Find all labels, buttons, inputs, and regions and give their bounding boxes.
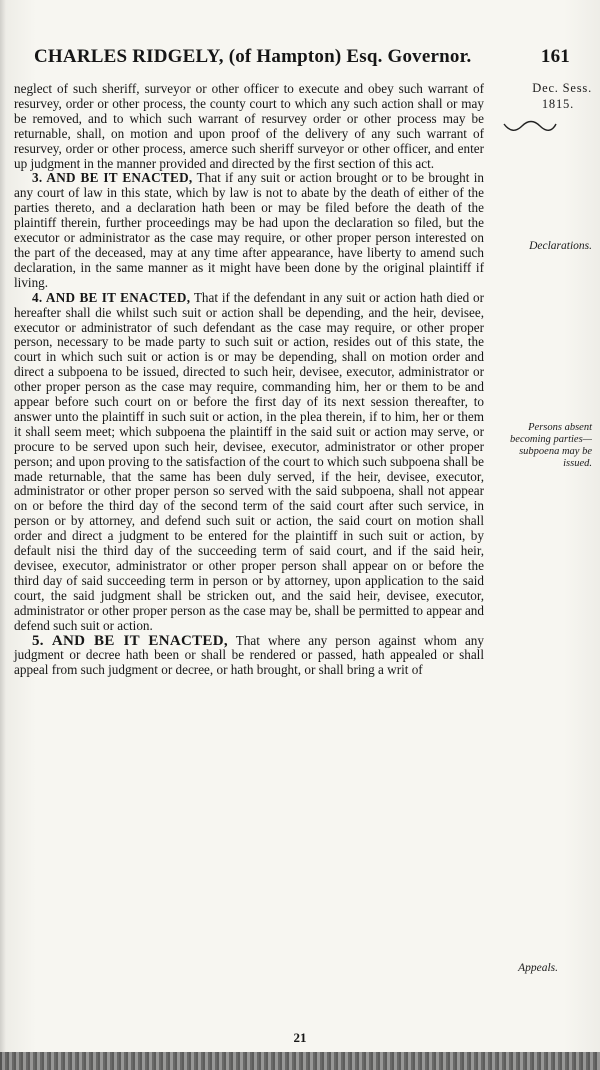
margin-note-appeals: Appeals.	[518, 962, 558, 974]
header-title: CHARLES RIDGELY, (of Hampton) Esq. Governor.	[34, 46, 472, 67]
session-label: Dec. Sess.	[532, 81, 592, 95]
margin-note-session	[490, 80, 592, 112]
section-3	[14, 171, 484, 290]
session-year: 1815.	[541, 97, 574, 111]
page-number: 161	[540, 46, 570, 67]
running-header	[34, 46, 574, 72]
margin-note-declarations: Declarations.	[529, 240, 592, 252]
paragraph-continuation: neglect of such sheriff, surveyor or other officer to execute and obey such warrant of resurvey, order or other process, the county court to which any such action shall or may be removed, and to which such warrant of resurvey order or other process may be returnable, shall, on motion and upon proof of the delivery of any such warrant of resurvey, order or other process, amerce such sheriff surveyor or other officer, and enter up judgment in the manner provided and directed by the first section of this act.	[14, 81, 484, 171]
scan-bottom-edge	[0, 1052, 600, 1070]
page-gutter-shadow	[0, 0, 6, 1070]
section-5-text: That where any person against whom any judgment or decree hath been or shall be rendered or passed, hath appealed or shall appeal from such judgment or decree, or hath brought, or shall bring a writ of	[14, 632, 484, 678]
section-5	[14, 634, 484, 679]
section-4	[14, 291, 484, 634]
section-3-heading: 3. AND BE IT ENACTED,	[32, 170, 193, 186]
margin-note-persons-absent: Persons absent becoming parties—subpoena may be issued.	[510, 422, 592, 469]
section-3-text: That if any suit or action brought or to be brought in any court of law in this state, which by law is not to abate by the death of either of the parties thereto, and a declaration hath been or may be filed before the death of the plaintiff therein, further proceedings may be had upon the declaration so filed, but the executor or administrator as the case may require, or other proper person interested on the part of the deceased, may at any time after appearance, have liberty to amend such declaration, in the same manner as it might have been done by the original plaintiff if living.	[14, 170, 484, 290]
body-text	[14, 82, 484, 678]
flourish-ornament	[500, 120, 560, 134]
signature-mark: 21	[293, 1030, 307, 1045]
section-4-text: That if the defendant in any suit or action hath died or hereafter shall die whilst such suit or action shall be depending, and the heir, devisee, executor or administrator of such defendant as the case may require, or other proper person, necessary to be made party to such suit or action, resides out of this state, the court in which such suit or action is or may be depending, shall on motion order and direct a subpoena to be issued, directed to such heir, devisee, executor, administrator or other proper person as the case may require, commanding him, her or them to be and appear before such court on or before the first day of its next session thereafter, to answer unto the plaintiff in such suit or action, in the plea therein, if to him, her or them it shall seem meet; which subpoena the plaintiff in the said suit or action may serve, or procure to be served upon such heir, devisee, executor, administrator or other proper person; and upon proving to the satisfaction of the court to which such subpoena shall be made returnable, that the same has been duly served, if the heir, devisee, executor, administrator or other proper person so served with the said subpoena, shall not appear on or before the third day of the second term of the said court after such service, in person or by attorney, and defend such suit or action, the said court on motion shall order and direct a judgment to be entered for the plaintiff in such suit or action, by default nisi the third day of the succeeding term of said court, and if the said heir, devisee, executor, administrator or other proper person shall appear on or before the third day of said succeeding term in person or by attorney, upon application to the said court, the said judgment shall be stricken out, and the said heir, devisee, executor, administrator or other proper person as the case may be, shall be permitted to appear and defend such suit or action.	[14, 289, 484, 633]
section-4-heading: 4. AND BE IT ENACTED,	[32, 289, 191, 305]
section-5-heading: 5. AND BE IT ENACTED,	[32, 632, 228, 649]
